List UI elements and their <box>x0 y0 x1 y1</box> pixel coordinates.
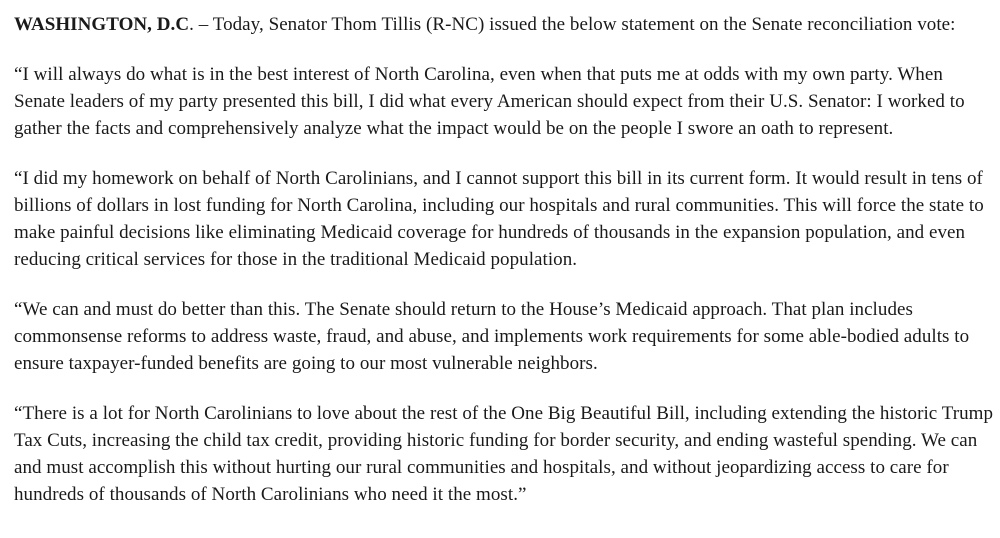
quote-paragraph-3: “We can and must do better than this. The Senate should return to the House’s Medicaid approach. That plan includes commonsense reforms to address waste, fraud, and abuse, and implements work requirements for some able-bodied adults to ensure taxpayer-funded benefits are going to our most vulnerable neighbors. <box>14 299 970 374</box>
quote-paragraph-4: “There is a lot for North Carolinians to love about the rest of the One Big Beautiful Bill, including extending the historic Trump Tax Cuts, increasing the child tax credit, providing historic funding for border security, and ending wasteful spending. We can and must accomplish this without hurting our rural communities and hospitals, and without jeopardizing access to care for hundreds of thousands of North Carolinians who need it the most.” <box>14 403 994 505</box>
dateline: WASHINGTON, D.C <box>14 14 190 35</box>
press-statement <box>14 11 994 508</box>
intro-paragraph <box>14 11 994 38</box>
quote-paragraph-2: “I did my homework on behalf of North Carolinians, and I cannot support this bill in its current form. It would result in tens of billions of dollars in lost funding for North Carolina, including our hospitals and rural communities. This will force the state to make painful decisions like eliminating Medicaid coverage for hundreds of thousands in the expansion population, and even reducing critical services for those in the traditional Medicaid population. <box>14 168 984 270</box>
intro-text: . – Today, Senator Thom Tillis (R-NC) issued the below statement on the Senate reconciliation vote: <box>189 14 956 35</box>
quote-paragraph-1: “I will always do what is in the best interest of North Carolina, even when that puts me at odds with my own party. When Senate leaders of my party presented this bill, I did what every American should expect from their U.S. Senator: I worked to gather the facts and comprehensively analyze what the impact would be on the people I swore an oath to represent. <box>14 64 965 139</box>
